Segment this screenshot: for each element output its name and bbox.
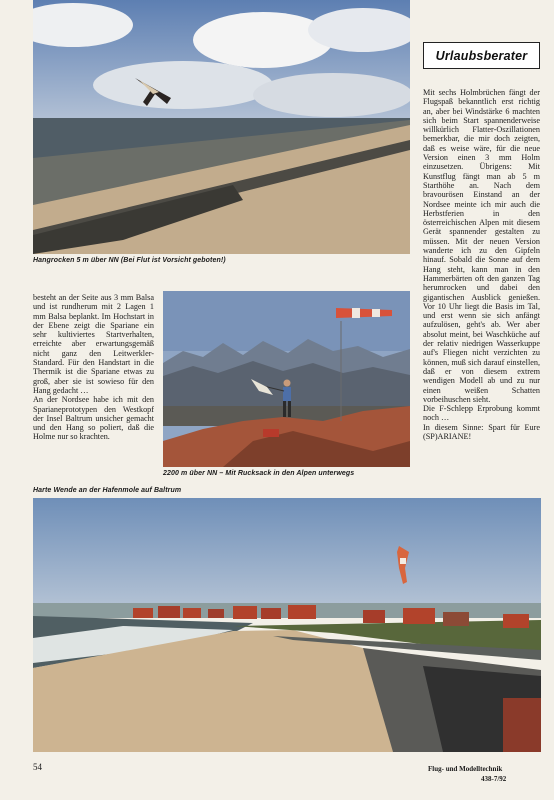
paragraph: Die F-Schlepp Erprobung kommt noch …: [423, 404, 540, 423]
column-left: [33, 293, 154, 442]
photo-hangrocken: [33, 0, 410, 254]
magazine-name: Flug- und Modelltechnik: [428, 765, 503, 773]
paragraph: An der Nordsee habe ich mit den Sparianeprototypen den Westkopf der Insel Baltrum unsicher gemacht und den Hang so poliert, daß die Holme nur so krachten.: [33, 395, 154, 442]
section-badge: [423, 42, 540, 69]
caption-mountain-photo: 2200 m über NN – Mit Rucksack in den Alpen unterwegs: [163, 470, 355, 477]
column-right: [423, 88, 540, 441]
badge-label: Urlaubsberater: [435, 48, 528, 63]
caption-top-photo: Hangrocken 5 m über NN (Bei Flut ist Vorsicht geboten!): [33, 257, 226, 264]
page-number: 54: [33, 762, 42, 772]
issue-number: 438-7/92: [481, 775, 507, 783]
paragraph: besteht an der Seite aus 3 mm Balsa und ist rundherum mit 2 Lagen 1 mm Balsa beplankt. Im Hochstart in der Ebene zeigt die Spariane ein sehr kultiviertes Startverhalten, erreichte aber erwartungsgemäß nicht ganz den Leitwerkler-Standard. Für den Handstart in die Thermik ist die Spariane etwas zu groß, aber sie ist sowieso für den Hang gedacht …: [33, 293, 154, 395]
glider-icon: [133, 70, 173, 110]
kite-icon: [395, 546, 411, 586]
photo-harbor: [33, 498, 541, 752]
windsock-icon: [335, 306, 397, 320]
paragraph: Mit sechs Holmbrüchen fängt der Flugspaß bekanntlich erst richtig an, aber bei Windstärke 6 machten sich beim Start spannenderweise willkürlich Flatter-Oszillationen bemerkbar, die mir doch zeigten, daß es weise wäre, für die neue Version einen 3 mm Holm einzusetzen. Übrigens: Mit Kunstflug fängt man ab 5 m Starthöhe an. Nach dem bravourösen Einstand an der Nordsee meinte ich mir auch die Herbstferien in den österreichischen Alpen mit diesem Gerät spannender gestalten zu müssen. Mit der neuen Version wanderte ich zu den Gipfeln hinauf. Sobald die Sonne auf dem Hang steht, kann man in den Hammerbärten oft den ganzen Tag herumrocken und dabei den gigantischen Ausblick genießen. Vor 10 Uhr liegt die Basis im Tal, und erst wenn sie sich anfängt aufzulösen, geht's ab. Wer aber absolut meint, bei Waschküche auf der relativ niedrigen Wasserkuppe auf's Fliegen nicht verzichten zu können, muß sich darauf einstellen, daß er von diesem extrem wendigen Modell ab und zu nur einen weißen Schatten vorbeihuschen sieht.: [423, 88, 540, 404]
caption-harbor-photo: Harte Wende an der Hafenmole auf Baltrum: [33, 487, 182, 494]
paragraph: In diesem Sinne: Spart für Eure (SP)ARIANE!: [423, 422, 540, 441]
photo-mountain: [163, 291, 410, 467]
